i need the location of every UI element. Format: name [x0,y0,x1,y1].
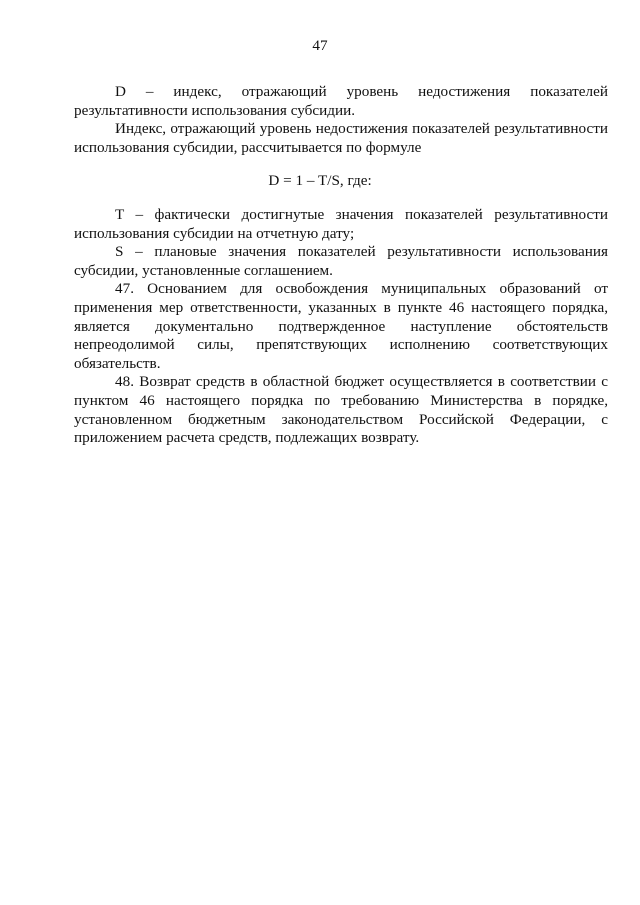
page-number: 47 [312,37,328,54]
text-block-top [74,83,608,157]
paragraph-formula-intro: Индекс, отражающий уровень недостижения показателей результативности использования субсидии, рассчитывается по формуле [74,120,608,156]
paragraph-index-definition: D – индекс, отражающий уровень недостижения показателей результативности использования субсидии. [74,83,608,119]
paragraph-t-definition: T – фактически достигнутые значения показателей результативности использования субсидии на отчетную дату; [74,206,608,242]
paragraph-48: 48. Возврат средств в областной бюджет осуществляется в соответствии с пунктом 46 настоящего порядка по требованию Министерства в порядке, установленном бюджетным законодательством Российской Федерации, с приложением расчета средств, подлежащих возврату. [74,373,608,447]
formula: D = 1 – T/S, где: [268,172,372,189]
text-block-bottom [74,206,608,448]
paragraph-47: 47. Основанием для освобождения муниципальных образований от применения мер ответственности, указанных в пункте 46 настоящего порядка, является документально подтвержденное наступление обстоятельств непреодолимой силы, препятствующих исполнению соответствующих обязательств. [74,280,608,372]
paragraph-s-definition: S – плановые значения показателей результативности использования субсидии, установленные соглашением. [74,243,608,279]
